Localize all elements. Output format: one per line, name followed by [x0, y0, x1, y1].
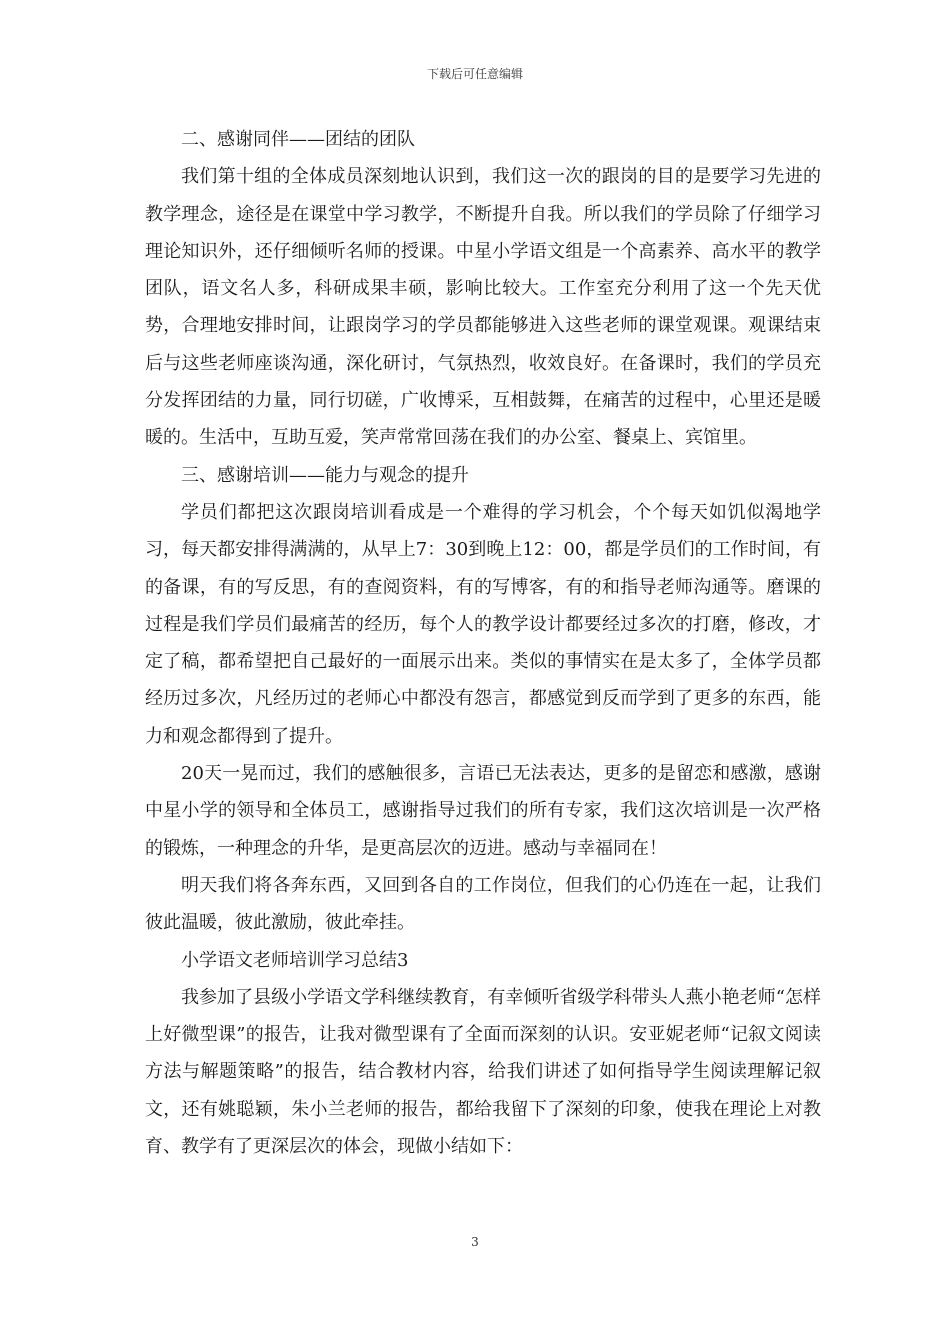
body-paragraph: 20天一晃而过，我们的感触很多，言语已无法表达，更多的是留恋和感激，感谢中星小学的领导和全体员工，感谢指导过我们的所有专家，我们这次培训是一次严格的锻炼，一种理念的升华，是更高层次的迈进。感动与幸福同在！: [145, 763, 821, 859]
section-heading-training: 三、感谢培训——能力与观念的提升: [181, 464, 469, 486]
document-body: [145, 121, 821, 1165]
document-title: 小学语文老师培训学习总结3: [181, 949, 409, 971]
body-paragraph: 我参加了县级小学语文学科继续教育，有幸倾听省级学科带头人燕小艳老师“怎样上好微型课”的报告，让我对微型课有了全面而深刻的认识。安亚妮老师“记叙文阅读方法与解题策略”的报告，结合教材内容，给我们讲述了如何指导学生阅读理解记叙文，还有姚聪颖，朱小兰老师的报告，都给我留下了深刻的印象，使我在理论上对教育、教学有了更深层次的体会，现做小结如下：: [145, 986, 821, 1158]
section-heading-companions: 二、感谢同伴——团结的团队: [181, 129, 415, 150]
body-paragraph: 明天我们将各奔东西，又回到各自的工作岗位，但我们的心仍连在一起，让我们彼此温暖，彼此激励，彼此牵挂。: [145, 874, 821, 934]
page-header: 下载后可任意编辑: [426, 67, 523, 81]
page-number: 3: [471, 1235, 479, 1249]
body-paragraph: 我们第十组的全体成员深刻地认识到，我们这一次的跟岗的目的是要学习先进的教学理念，途径是在课堂中学习教学，不断提升自我。所以我们的学员除了仔细学习理论知识外，还仔细倾听名师的授课。中星小学语文组是一个高素养、高水平的教学团队，语文名人多，科研成果丰硕，影响比较大。工作室充分利用了这一个先天优势，合理地安排时间，让跟岗学习的学员都能够进入这些老师的课堂观课。观课结束后与这些老师座谈沟通，深化研讨，气氛热烈，收效良好。在备课时，我们的学员充分发挥团结的力量，同行切磋，广收博采，互相鼓舞，在痛苦的过程中，心里还是暖暖的。生活中，互助互爱，笑声常常回荡在我们的办公室、餐桌上、宾馆里。: [145, 166, 821, 449]
body-paragraph: 学员们都把这次跟岗培训看成是一个难得的学习机会，个个每天如饥似渴地学习，每天都安排得满满的，从早上7：30到晚上12：00，都是学员们的工作时间，有的备课，有的写反思，有的查阅资料，有的写博客，有的和指导老师沟通等。磨课的过程是我们学员们最痛苦的经历，每个人的教学设计都要经过多次的打磨，修改，才定了稿，都希望把自己最好的一面展示出来。类似的事情实在是太多了，全体学员都经历过多次，凡经历过的老师心中都没有怨言，都感觉到反而学到了更多的东西，能力和观念都得到了提升。: [145, 501, 821, 747]
